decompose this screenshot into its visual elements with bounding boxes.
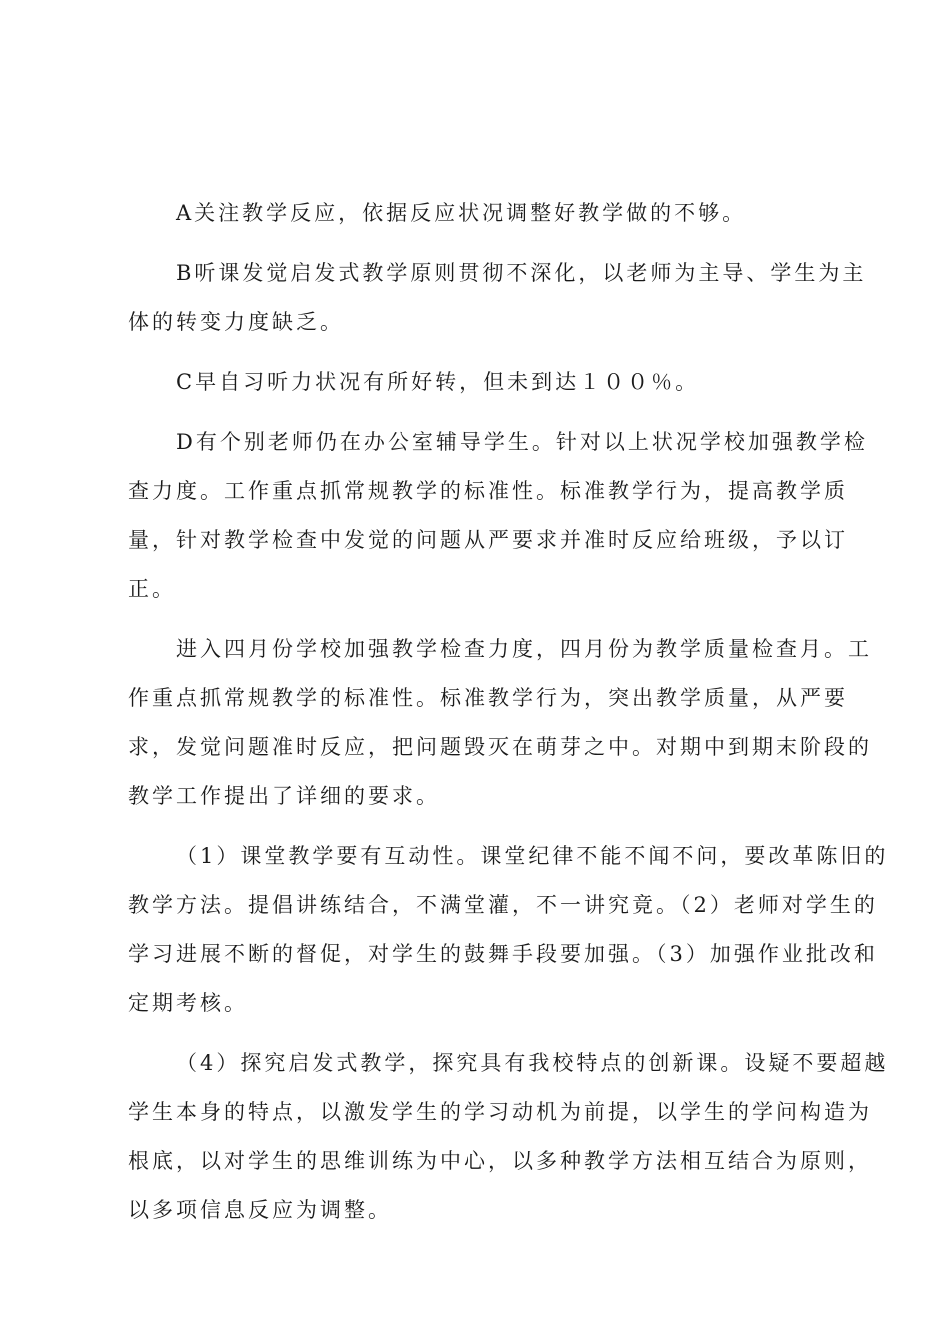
- paragraph-line: 求，发觉问题准时反应，把问题毁灭在萌芽之中。对期中到期末阶段的: [128, 735, 872, 759]
- paragraph-line: 学习进展不断的督促，对学生的鼓舞手段要加强。（3）加强作业批改和: [128, 942, 878, 966]
- paragraph-line: 定期考核。: [128, 991, 248, 1015]
- paragraph-line: 教学方法。提倡讲练结合，不满堂灌，不一讲究竟。（2）老师对学生的: [128, 893, 878, 917]
- paragraph-line: 作重点抓常规教学的标准性。标准教学行为，突出教学质量，从严要: [128, 686, 848, 710]
- paragraph-inquiry: [128, 1039, 889, 1235]
- paragraph-c: [128, 358, 832, 407]
- paragraph-line: （4）探究启发式教学，探究具有我校特点的创新课。设疑不要超越: [176, 1051, 889, 1075]
- paragraph-line: 学生本身的特点，以激发学生的学习动机为前提，以学生的学问构造为: [128, 1100, 872, 1124]
- paragraph-b: [128, 249, 867, 347]
- paragraph-line: 体的转变力度缺乏。: [128, 310, 344, 334]
- paragraph-line: （1）课堂教学要有互动性。课堂纪律不能不闻不问，要改革陈旧的: [176, 844, 889, 868]
- paragraph-line: 根底，以对学生的思维训练为中心，以多种教学方法相互结合为原则，: [128, 1149, 872, 1173]
- paragraph-line: D有个别老师仍在办公室辅导学生。针对以上状况学校加强教学检: [176, 430, 868, 454]
- paragraph-line: 查力度。工作重点抓常规教学的标准性。标准教学行为，提高教学质: [128, 479, 848, 503]
- paragraph-line: A关注教学反应，依据反应状况调整好教学做的不够。: [176, 201, 747, 225]
- paragraph-april: [128, 625, 872, 821]
- paragraph-line: 以多项信息反应为调整。: [128, 1198, 392, 1222]
- paragraph-line: 正。: [128, 577, 176, 601]
- paragraph-line: 进入四月份学校加强教学检查力度，四月份为教学质量检查月。工: [176, 637, 872, 661]
- paragraph-a: [128, 189, 832, 238]
- paragraph-requirements: [128, 832, 889, 1028]
- paragraph-line: 教学工作提出了详细的要求。: [128, 784, 440, 808]
- paragraph-d: [128, 418, 868, 614]
- paragraph-line: B听课发觉启发式教学原则贯彻不深化，以老师为主导、学生为主: [176, 261, 867, 285]
- paragraph-line: 量，针对教学检查中发觉的问题从严要求并准时反应给班级，予以订: [128, 528, 848, 552]
- paragraph-line: C早自习听力状况有所好转，但未到达１００％。: [176, 370, 700, 394]
- document-body: [128, 189, 889, 1246]
